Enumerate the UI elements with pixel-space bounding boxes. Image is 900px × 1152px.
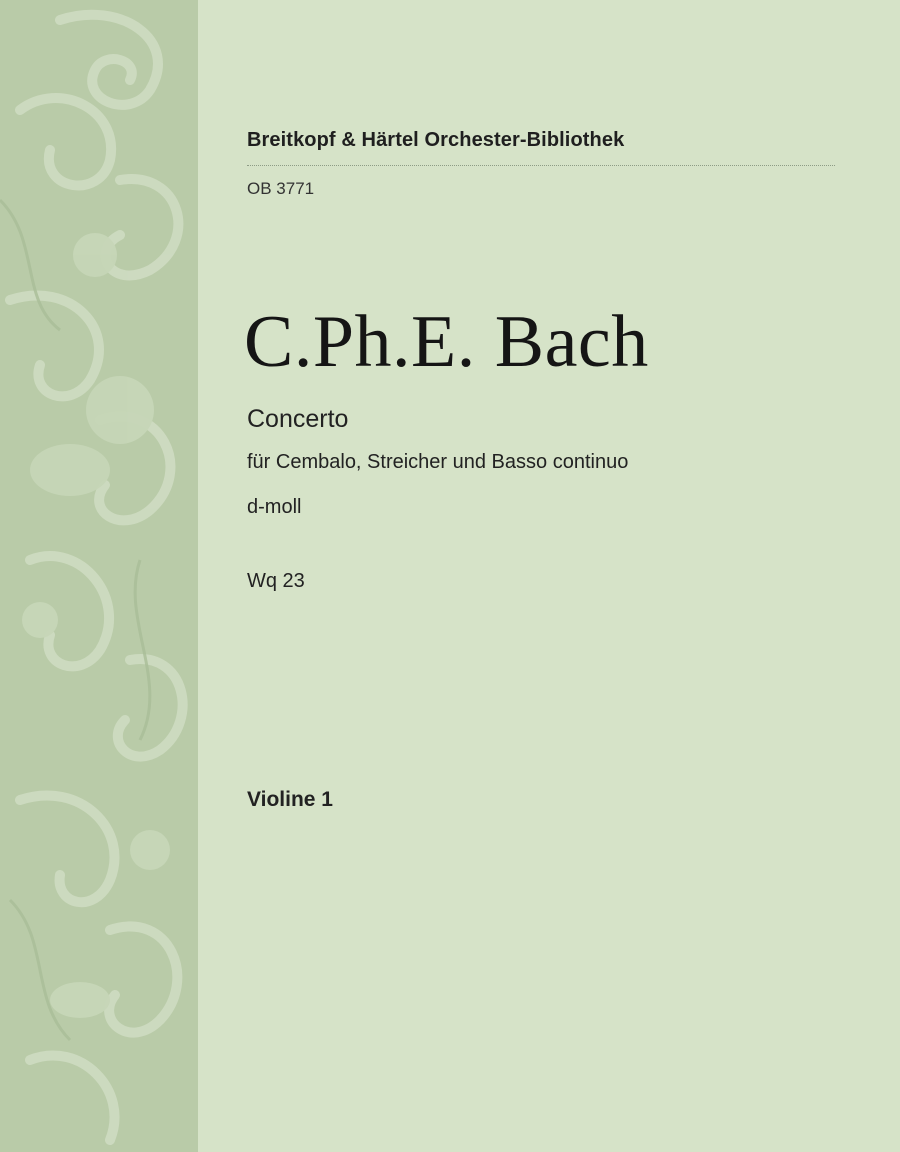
part-name: Violine 1 (247, 788, 333, 811)
key-signature: d-moll (247, 496, 302, 518)
baroque-ornament-icon (0, 0, 198, 1152)
work-title: Concerto (247, 405, 349, 433)
catalog-number: OB 3771 (247, 179, 315, 198)
divider (247, 165, 835, 166)
composer-name: C.Ph.E. Bach (244, 301, 649, 383)
instrumentation: für Cembalo, Streicher und Basso continuo (247, 451, 629, 473)
ornamental-side-panel (0, 0, 198, 1152)
work-catalog-number: Wq 23 (247, 570, 305, 592)
publisher-series: Breitkopf & Härtel Orchester-Bibliothek (247, 129, 625, 151)
